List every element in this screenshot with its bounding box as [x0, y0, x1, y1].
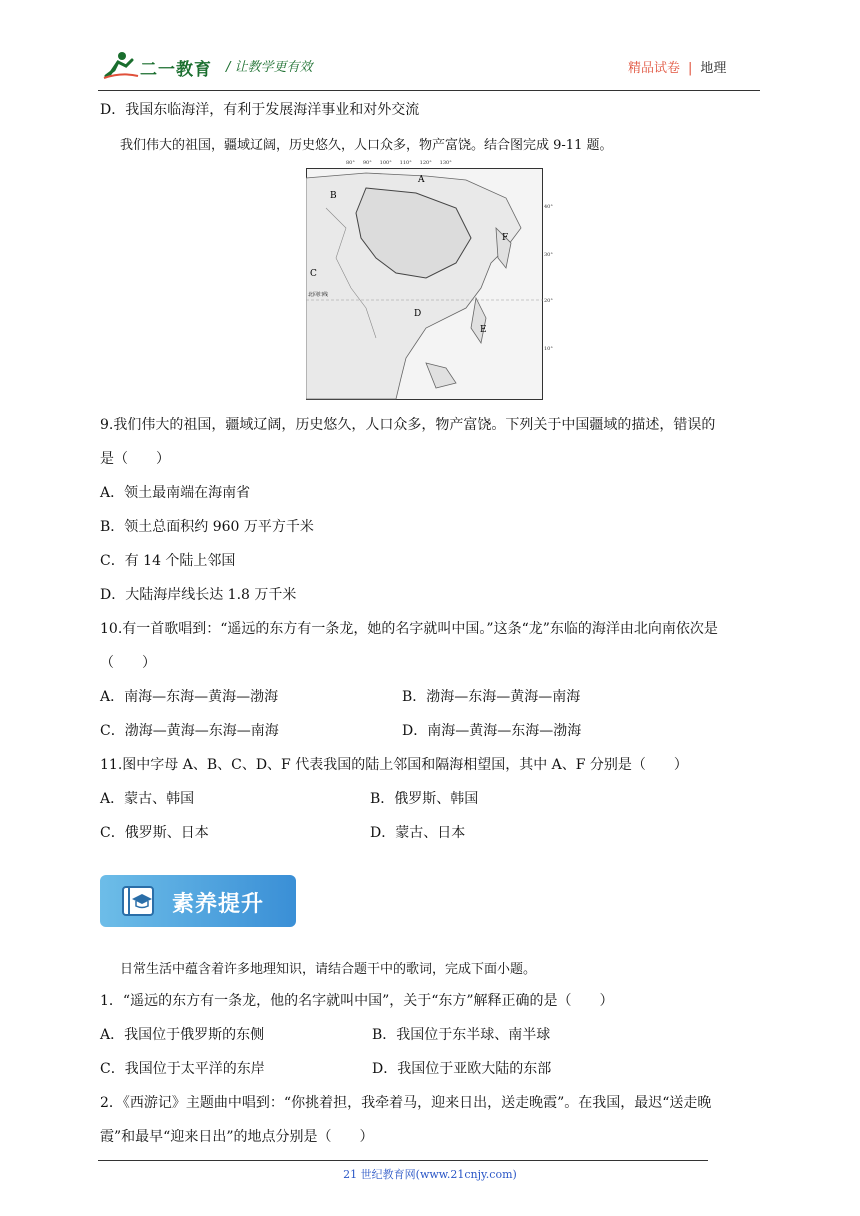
q9-option-a: A．领土最南端在海南省 [100, 485, 251, 501]
q11-option-d: D．蒙古、日本 [370, 825, 466, 841]
map-label-c: C [310, 269, 317, 279]
map-label-d: D [414, 309, 422, 319]
s1-option-a: A．我国位于俄罗斯的东侧 [100, 1027, 265, 1043]
q10-stem: 10.有一首歌唱到：“遥远的东方有一条龙，她的名字就叫中国。”这条“龙”东临的海洋由北向南依次是 [100, 621, 718, 637]
section-banner [100, 875, 296, 927]
footer-divider [98, 1160, 708, 1161]
map-lon-labels: 80° 90° 100° 110° 120° 130° [346, 160, 452, 166]
option-d-prev: D．我国东临海洋，有利于发展海洋事业和对外交流 [100, 102, 420, 118]
map-lat-20: 20° [544, 298, 553, 304]
s1-option-b: B．我国位于东半球、南半球 [372, 1027, 551, 1043]
q9-option-d: D．大陆海岸线长达 1.8 万千米 [100, 587, 297, 603]
q10-stem-cont: （ ） [100, 655, 156, 671]
map-label-a: A [418, 175, 425, 185]
quality-label: 精品试卷 [628, 61, 681, 76]
q9-option-b: B．领土总面积约 960 万平方千米 [100, 519, 314, 535]
q11-stem: 11.图中字母 A、B、C、D、F 代表我国的陆上邻国和隔海相望国，其中 A、F 分别是（ ） [100, 757, 688, 773]
s1-stem: 1．“遥远的东方有一条龙，他的名字就叫中国”，关于“东方”解释正确的是（ ） [100, 993, 614, 1009]
footer-link[interactable]: 21 世纪教育网(www.21cnjy.com) [343, 1168, 517, 1181]
header-right: 精品试卷 | 地理 [628, 61, 727, 76]
map-lat-40: 40° [544, 204, 553, 210]
subject-label: 地理 [700, 61, 727, 76]
map-label-b: B [330, 191, 337, 201]
header-divider [98, 90, 760, 91]
q10-option-a: A．南海—东海—黄海—渤海 [100, 689, 279, 705]
q11-option-b: B．俄罗斯、韩国 [370, 791, 479, 807]
map-label-e: E [480, 325, 487, 335]
s1-option-c: C．我国位于太平洋的东岸 [100, 1061, 265, 1077]
q10-option-d: D．南海—黄海—东海—渤海 [402, 723, 582, 739]
q9-stem: 9.我们伟大的祖国，疆域辽阔，历史悠久，人口众多，物产富饶。下列关于中国疆域的描述，错误的 [100, 417, 716, 433]
logo-text: 二一教育 [140, 60, 212, 80]
map-lat-30: 30° [544, 252, 553, 258]
tropic-label: 北回归线 [308, 292, 329, 298]
song-intro: 日常生活中蕴含着许多地理知识，请结合题干中的歌词，完成下面小题。 [120, 962, 537, 977]
q11-option-a: A．蒙古、韩国 [100, 791, 195, 807]
material-intro: 我们伟大的祖国，疆域辽阔，历史悠久，人口众多，物产富饶。结合图完成 9-11 题。 [120, 138, 613, 153]
s2-stem: 2．《西游记》主题曲中唱到：“你挑着担，我牵着马，迎来日出，送走晚霞”。在我国，最迟“送走晚 [100, 1095, 712, 1111]
q9-option-c: C．有 14 个陆上邻国 [100, 553, 236, 569]
map-label-f: F [502, 233, 509, 243]
book-cap-icon [120, 883, 156, 919]
s2-stem-cont: 霞”和最早“迎来日出”的地点分别是（ ） [100, 1129, 374, 1145]
q11-option-c: C．俄罗斯、日本 [100, 825, 209, 841]
s1-option-d: D．我国位于亚欧大陆的东部 [372, 1061, 552, 1077]
q10-option-c: C．渤海—黄海—东海—南海 [100, 723, 279, 739]
q10-option-b: B．渤海—东海—黄海—南海 [402, 689, 581, 705]
banner-title: 素养提升 [172, 892, 265, 917]
asia-map [306, 168, 543, 400]
header-slogan: / 让教学更有效 [226, 60, 313, 75]
q9-stem-cont: 是（ ） [100, 451, 170, 467]
map-lat-10: 10° [544, 346, 553, 352]
